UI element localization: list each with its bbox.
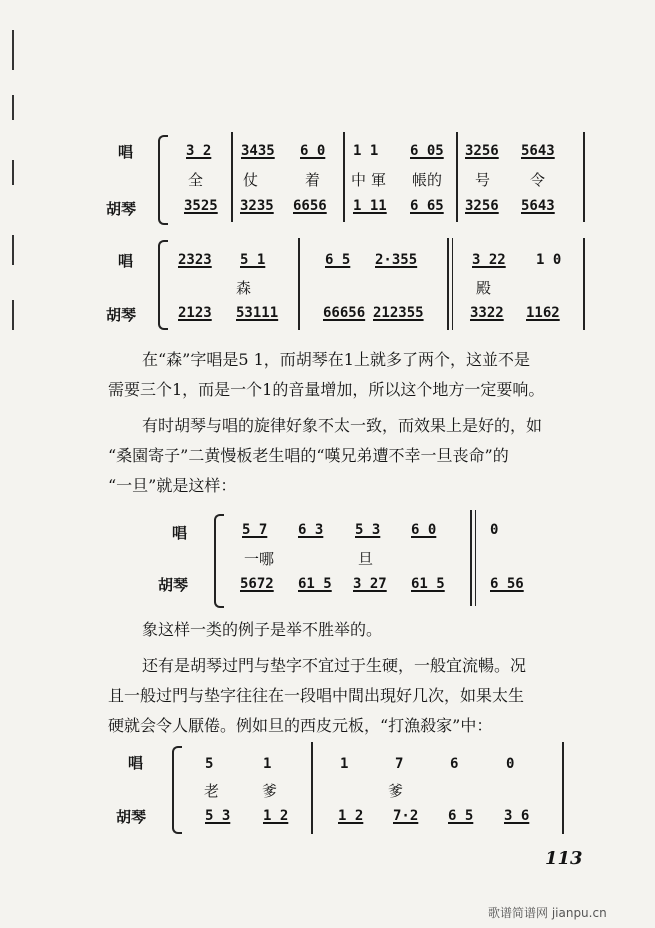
barline <box>311 742 313 834</box>
sing-label: 唱 <box>128 754 144 772</box>
sing-note: 0 <box>506 756 515 772</box>
sing-note: 6 3 <box>298 522 324 538</box>
huqin-note: 3 6 <box>504 808 530 824</box>
system-brace <box>214 514 224 608</box>
text-line: 有时胡琴与唱的旋律好象不太一致，而效果上是好的，如 <box>142 416 543 435</box>
lyric: 老 <box>204 782 220 800</box>
barline <box>470 510 472 606</box>
huqin-note: 212355 <box>373 305 424 321</box>
text-line: 硬就会令人厭倦。例如旦的西皮元板，“打漁殺家”中： <box>108 716 493 735</box>
text-line: 需要三个1，而是一个1的音量增加，所以这个地方一定要响。 <box>108 380 545 399</box>
huqin-note: 3322 <box>470 305 504 321</box>
huqin-note: 6 65 <box>410 198 444 214</box>
huqin-note: 5 3 <box>205 808 231 824</box>
huqin-note: 1 11 <box>353 198 387 214</box>
sing-note: 6 <box>450 756 459 772</box>
lyric: 全 <box>188 171 204 189</box>
huqin-label: 胡琴 <box>106 200 137 218</box>
barline <box>475 510 476 606</box>
huqin-note: 5643 <box>521 198 555 214</box>
text-line: “一旦”就是这样： <box>108 476 237 495</box>
huqin-note: 7·2 <box>393 808 419 824</box>
margin-mark <box>12 235 14 265</box>
barline <box>343 132 345 222</box>
text-line: 在“森”字唱是5 1，而胡琴在1上就多了两个，这並不是 <box>142 350 530 369</box>
lyric: 仗 <box>243 171 259 189</box>
margin-mark <box>12 160 14 185</box>
lyric: 軍 <box>371 171 387 189</box>
huqin-label: 胡琴 <box>158 576 189 594</box>
huqin-note: 5672 <box>240 576 274 592</box>
barline <box>562 742 564 834</box>
sing-note: 6 05 <box>410 143 444 159</box>
lyric: 帳的 <box>412 171 443 189</box>
text-line: 且一般过門与垫字往往在一段唱中間出現好几次，如果太生 <box>108 686 525 705</box>
huqin-note: 6 5 <box>448 808 474 824</box>
huqin-note: 3256 <box>465 198 499 214</box>
page-number: 113 <box>545 848 583 869</box>
text-line: 象这样一类的例子是举不胜举的。 <box>142 620 383 639</box>
barline <box>447 238 449 330</box>
barline <box>583 132 585 222</box>
sing-note: 3 2 <box>186 143 212 159</box>
huqin-note: 1 2 <box>338 808 364 824</box>
sing-note: 6 0 <box>411 522 437 538</box>
sing-note: 1 <box>340 756 349 772</box>
huqin-note: 3235 <box>240 198 274 214</box>
sing-note: 2·355 <box>375 252 418 268</box>
sing-note: 7 <box>395 756 404 772</box>
sing-note: 6 0 <box>300 143 326 159</box>
huqin-note: 61 5 <box>411 576 445 592</box>
barline <box>231 132 233 222</box>
huqin-note: 3525 <box>184 198 218 214</box>
lyric: 殿 <box>476 279 492 297</box>
sing-note: 5643 <box>521 143 555 159</box>
lyric: 着 <box>305 171 321 189</box>
system-brace <box>158 240 168 330</box>
huqin-note: 6656 <box>293 198 327 214</box>
sing-note: 5 <box>205 756 214 772</box>
lyric: 爹 <box>262 782 278 800</box>
sing-label: 唱 <box>172 524 188 542</box>
lyric: 爹 <box>388 782 404 800</box>
margin-mark <box>12 300 14 330</box>
huqin-note: 6 56 <box>490 576 524 592</box>
text-line: 还有是胡琴过門与垫字不宜过于生硬，一般宜流暢。况 <box>142 656 527 675</box>
sing-note: 2323 <box>178 252 212 268</box>
barline <box>452 238 453 330</box>
body-text <box>108 345 598 501</box>
barline <box>298 238 300 330</box>
lyric: 号 <box>475 171 491 189</box>
barline <box>456 132 458 222</box>
huqin-note: 1162 <box>526 305 560 321</box>
system-brace <box>158 135 168 225</box>
huqin-note: 66656 <box>323 305 366 321</box>
sing-note: 5 3 <box>355 522 381 538</box>
huqin-label: 胡琴 <box>106 306 137 324</box>
sing-note: 1 1 <box>353 143 379 159</box>
sing-note: 3256 <box>465 143 499 159</box>
barline <box>583 238 585 330</box>
lyric: 旦 <box>358 550 374 568</box>
sing-note: 5 7 <box>242 522 268 538</box>
system-brace <box>172 746 182 834</box>
huqin-note: 61 5 <box>298 576 332 592</box>
lyric: 一哪 <box>244 550 275 568</box>
text-line: “桑園寄子”二黄慢板老生唱的“嘆兄弟遭不幸一旦丧命”的 <box>108 446 509 465</box>
huqin-note: 2123 <box>178 305 212 321</box>
sing-note: 5 1 <box>240 252 266 268</box>
huqin-note: 1 2 <box>263 808 289 824</box>
lyric: 森 <box>236 279 252 297</box>
huqin-label: 胡琴 <box>116 808 147 826</box>
huqin-note: 3 27 <box>353 576 387 592</box>
margin-mark <box>12 30 14 70</box>
sing-note: 1 <box>263 756 272 772</box>
lyric: 令 <box>530 171 546 189</box>
sing-note: 3435 <box>241 143 275 159</box>
sing-note: 0 <box>490 522 499 538</box>
sing-label: 唱 <box>118 252 134 270</box>
lyric: 中 <box>351 171 367 189</box>
huqin-note: 53111 <box>236 305 279 321</box>
watermark: 歌谱简谱网 jianpu.cn <box>488 906 607 920</box>
sing-note: 6 5 <box>325 252 351 268</box>
sing-label: 唱 <box>118 143 134 161</box>
body-text <box>108 615 598 741</box>
margin-mark <box>12 95 14 120</box>
sing-note: 3 22 <box>472 252 506 268</box>
sing-note: 1 0 <box>536 252 562 268</box>
